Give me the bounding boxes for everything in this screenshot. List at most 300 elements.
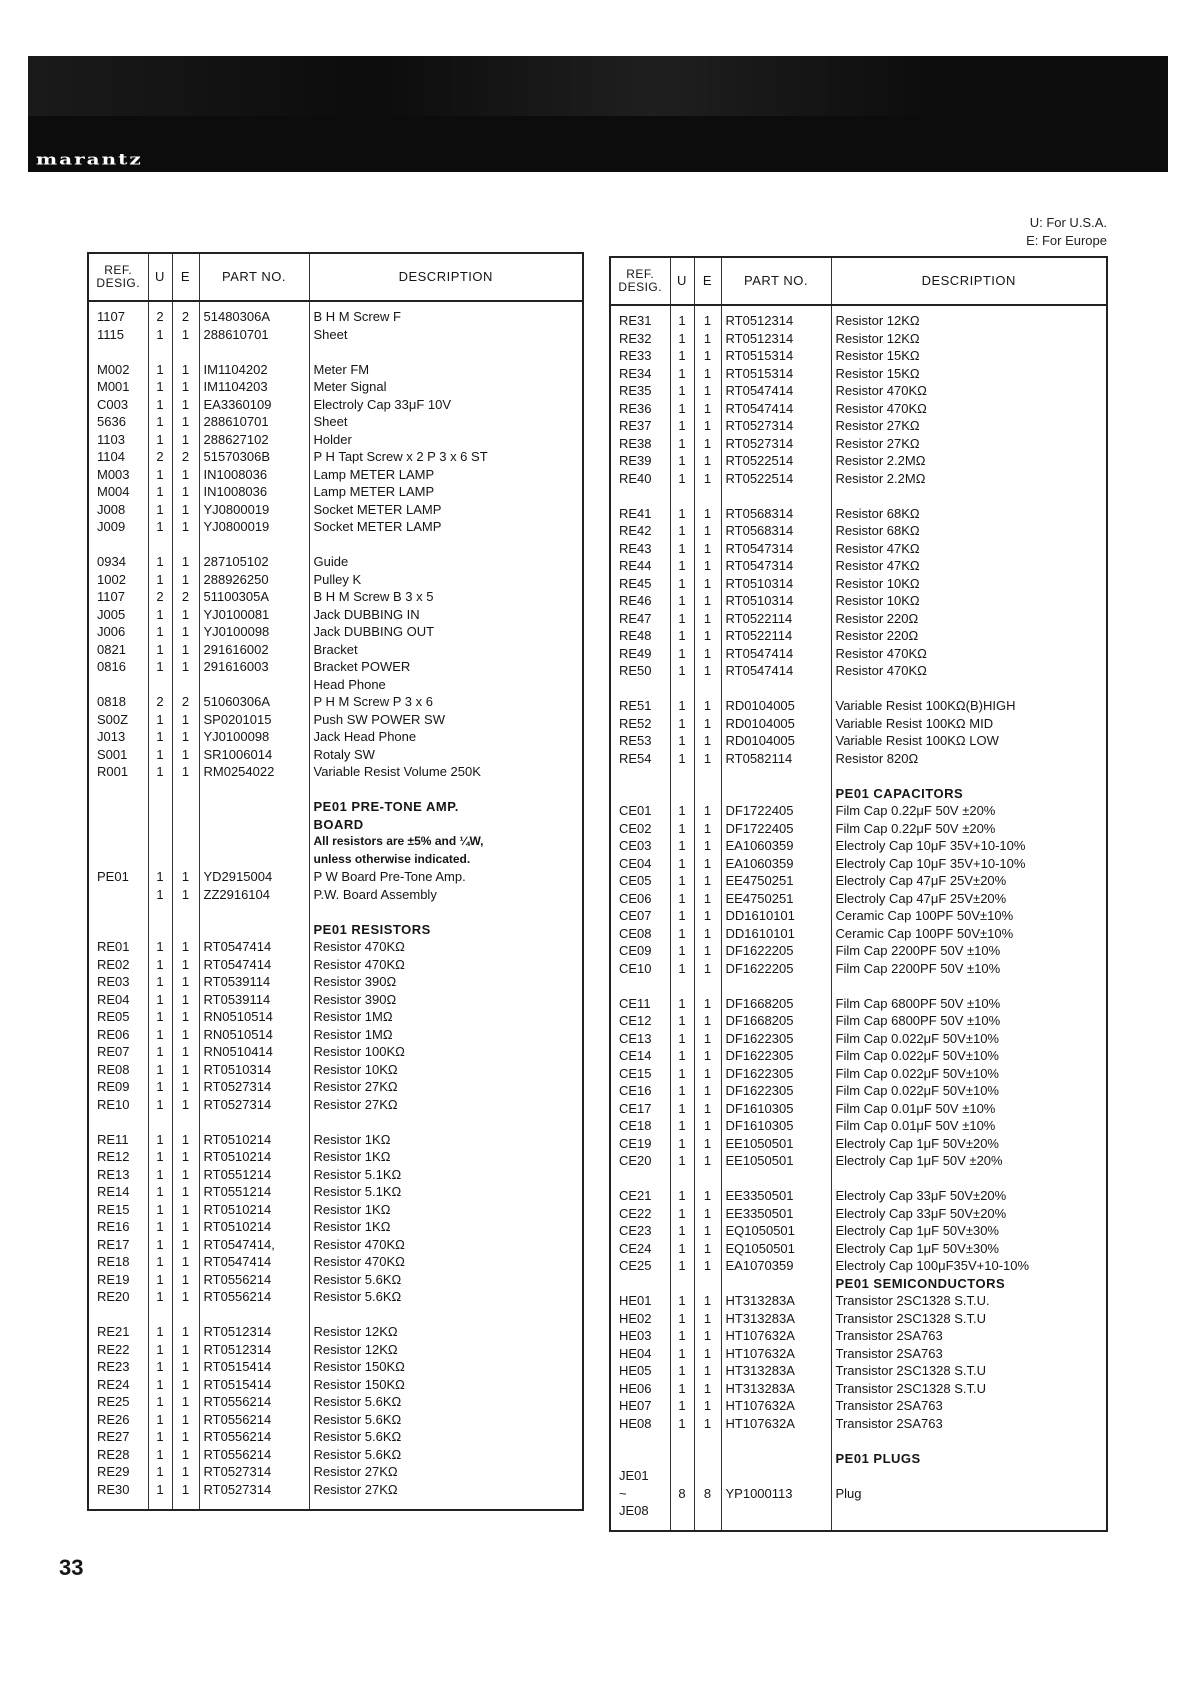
e-qty-cell: 1 <box>694 942 721 960</box>
u-qty-cell: 1 <box>148 1323 172 1341</box>
part-no-cell <box>721 680 831 698</box>
e-qty-cell: 1 <box>172 571 199 589</box>
u-qty-cell: 1 <box>670 1012 694 1030</box>
description-cell: Resistor 1MΩ <box>309 1008 583 1026</box>
part-no-cell: 288610701 <box>199 413 309 431</box>
table-row <box>88 1463 583 1481</box>
e-qty-cell: 1 <box>694 347 721 365</box>
ref-desig-cell: RE34 <box>619 365 652 381</box>
ref-desig-cell: J009 <box>97 519 126 534</box>
ref-desig-cell: CE02 <box>619 820 652 836</box>
ref-desig-cell <box>610 680 670 698</box>
e-qty-cell: 1 <box>172 1271 199 1289</box>
part-no-cell: EQ1050501 <box>721 1240 831 1258</box>
ref-desig-cell: RE20 <box>97 1289 130 1304</box>
part-no-cell: RT0582114 <box>721 750 831 768</box>
part-no-cell: 288627102 <box>199 431 309 449</box>
description-cell: Film Cap 0.22μF 50V ±20% <box>831 820 1107 838</box>
ref-desig-cell: 5636 <box>97 414 126 429</box>
col-part-no: PART NO. <box>199 253 309 301</box>
u-qty-cell: 1 <box>148 868 172 886</box>
u-qty-cell: 1 <box>670 522 694 540</box>
description-cell: Film Cap 2200PF 50V ±10% <box>831 942 1107 960</box>
u-qty-cell: 1 <box>148 483 172 501</box>
part-no-cell: HT107632A <box>721 1397 831 1415</box>
table-row <box>610 960 1107 978</box>
e-qty-cell <box>694 1275 721 1293</box>
table-row <box>610 907 1107 925</box>
e-qty-cell: 1 <box>172 956 199 974</box>
description-cell: Resistor 10KΩ <box>309 1061 583 1079</box>
ref-desig-cell: CE10 <box>619 960 652 976</box>
ref-desig-cell: RE26 <box>97 1411 130 1427</box>
part-no-cell: HT313283A <box>721 1292 831 1310</box>
table-row <box>88 973 583 991</box>
part-no-cell <box>721 1170 831 1188</box>
u-qty-cell: 1 <box>148 1271 172 1289</box>
e-qty-cell: 1 <box>694 400 721 418</box>
u-qty-cell <box>670 1450 694 1468</box>
part-no-cell: RT0556214 <box>199 1428 309 1446</box>
ref-desig-cell: CE09 <box>619 943 652 958</box>
table-row <box>610 925 1107 943</box>
e-qty-cell: 1 <box>172 1376 199 1394</box>
table-row <box>610 470 1107 488</box>
u-qty-cell: 1 <box>148 658 172 676</box>
e-qty-cell: 1 <box>694 837 721 855</box>
col-description: DESCRIPTION <box>309 253 583 301</box>
u-qty-cell: 1 <box>148 606 172 624</box>
description-cell: B H M Screw F <box>309 301 583 326</box>
e-qty-cell <box>172 781 199 799</box>
description-cell: Resistor 390Ω <box>309 973 583 991</box>
e-qty-cell: 1 <box>172 1341 199 1359</box>
table-row <box>88 361 583 379</box>
part-no-cell: YD2915004 <box>199 868 309 886</box>
ref-desig-cell: RE24 <box>97 1376 130 1392</box>
e-qty-cell: 1 <box>694 435 721 453</box>
part-no-cell <box>199 903 309 921</box>
u-qty-cell <box>670 487 694 505</box>
table-row <box>88 378 583 396</box>
part-no-cell: YJ0800019 <box>199 518 309 536</box>
col-ref-desig: REF. DESIG. <box>610 257 670 305</box>
e-qty-cell: 1 <box>172 868 199 886</box>
e-qty-cell: 2 <box>172 448 199 466</box>
table-row <box>88 1201 583 1219</box>
table-row <box>88 868 583 886</box>
u-qty-cell: 1 <box>670 365 694 383</box>
e-qty-cell: 1 <box>694 1205 721 1223</box>
ref-desig-cell: HE05 <box>619 1363 652 1378</box>
description-cell: Meter Signal <box>309 378 583 396</box>
e-qty-cell: 1 <box>694 627 721 645</box>
ref-desig-cell: JE08 <box>619 1503 649 1518</box>
u-qty-cell <box>148 851 172 869</box>
part-no-cell: RT0556214 <box>199 1393 309 1411</box>
ref-desig-cell: M001 <box>97 379 130 394</box>
part-no-cell <box>721 785 831 803</box>
u-qty-cell: 1 <box>148 1376 172 1394</box>
e-qty-cell: 1 <box>694 662 721 680</box>
u-qty-cell: 1 <box>670 960 694 978</box>
ref-desig-cell: RE39 <box>619 453 652 468</box>
e-qty-cell: 1 <box>694 925 721 943</box>
e-qty-cell <box>172 816 199 834</box>
e-qty-cell <box>172 343 199 361</box>
e-qty-cell: 1 <box>694 417 721 435</box>
description-cell: P H Tapt Screw x 2 P 3 x 6 ST <box>309 448 583 466</box>
u-qty-cell: 1 <box>670 1257 694 1275</box>
u-qty-cell: 1 <box>148 1288 172 1306</box>
description-cell: Film Cap 0.22μF 50V ±20% <box>831 802 1107 820</box>
u-qty-cell: 1 <box>670 995 694 1013</box>
description-cell: Film Cap 0.022μF 50V±10% <box>831 1030 1107 1048</box>
part-no-cell: RN0510414 <box>199 1043 309 1061</box>
u-qty-cell: 1 <box>670 802 694 820</box>
u-qty-cell: 1 <box>148 1358 172 1376</box>
part-no-cell <box>721 767 831 785</box>
table-row <box>610 627 1107 645</box>
table-row <box>610 417 1107 435</box>
part-no-cell: RT0551214 <box>199 1183 309 1201</box>
u-qty-cell: 1 <box>670 1082 694 1100</box>
description-cell: Jack Head Phone <box>309 728 583 746</box>
part-no-cell: EQ1050501 <box>721 1222 831 1240</box>
u-qty-cell <box>148 903 172 921</box>
ref-desig-cell: RE31 <box>619 313 652 328</box>
u-qty-cell: 1 <box>148 361 172 379</box>
table-row <box>610 1415 1107 1433</box>
ref-desig-cell: 1104 <box>97 449 125 464</box>
ref-desig-cell <box>88 343 148 361</box>
table-row <box>88 396 583 414</box>
part-no-cell: RT0547414, <box>199 1236 309 1254</box>
e-qty-cell: 1 <box>172 1166 199 1184</box>
u-qty-cell: 1 <box>148 1131 172 1149</box>
description-cell: Resistor 820Ω <box>831 750 1107 768</box>
u-qty-cell: 1 <box>148 711 172 729</box>
description-cell <box>831 1170 1107 1188</box>
e-qty-cell: 1 <box>172 1411 199 1429</box>
table-row <box>88 1446 583 1464</box>
description-cell: Film Cap 0.01μF 50V ±10% <box>831 1100 1107 1118</box>
u-qty-cell: 1 <box>670 1047 694 1065</box>
u-qty-cell: 2 <box>148 448 172 466</box>
table-row <box>610 802 1107 820</box>
part-no-cell: RT0522114 <box>721 610 831 628</box>
u-qty-cell: 1 <box>670 1362 694 1380</box>
description-cell: Electroly Cap 33μF 50V±20% <box>831 1205 1107 1223</box>
description-cell <box>831 487 1107 505</box>
page-number: 33 <box>59 1555 84 1580</box>
table-row <box>610 522 1107 540</box>
description-cell: All resistors are ±5% and ¼W, <box>309 833 583 851</box>
ref-desig-cell: C003 <box>97 396 129 412</box>
description-cell: Rotaly SW <box>309 746 583 764</box>
part-no-cell: RT0547414 <box>199 1253 309 1271</box>
description-cell: Resistor 1MΩ <box>309 1026 583 1044</box>
ref-desig-cell: JE01 <box>619 1468 649 1483</box>
blank-row <box>610 680 1107 698</box>
table-row <box>88 641 583 659</box>
u-qty-cell: 1 <box>670 715 694 733</box>
ref-desig-cell: CE06 <box>619 890 652 906</box>
u-qty-cell <box>148 676 172 694</box>
section-heading-row <box>88 816 583 834</box>
part-no-cell: EE1050501 <box>721 1135 831 1153</box>
part-no-cell: DF1668205 <box>721 995 831 1013</box>
table-row <box>88 1393 583 1411</box>
u-qty-cell: 1 <box>670 1222 694 1240</box>
part-no-cell: RT0512314 <box>721 305 831 330</box>
table-row <box>88 693 583 711</box>
e-qty-cell: 1 <box>694 802 721 820</box>
description-cell: BOARD <box>309 816 583 834</box>
e-qty-cell: 1 <box>172 606 199 624</box>
part-no-cell: RT0547314 <box>721 540 831 558</box>
ref-desig-cell: RE48 <box>619 628 652 643</box>
u-qty-cell: 1 <box>670 907 694 925</box>
col-ref-desig: REF. DESIG. <box>88 253 148 301</box>
part-no-cell: RT0527314 <box>721 417 831 435</box>
u-qty-cell: 1 <box>148 1393 172 1411</box>
e-qty-cell <box>694 1502 721 1531</box>
ref-desig-cell: RE08 <box>97 1061 130 1077</box>
u-qty-cell <box>670 1502 694 1531</box>
e-qty-cell <box>694 1450 721 1468</box>
description-cell: Resistor 68KΩ <box>831 522 1107 540</box>
ref-desig-cell: RE09 <box>97 1079 130 1094</box>
ref-desig-cell <box>610 785 670 803</box>
e-qty-cell: 1 <box>172 1288 199 1306</box>
ref-desig-cell <box>88 851 148 869</box>
description-cell <box>831 1502 1107 1531</box>
ref-desig-cell: RE18 <box>97 1254 130 1269</box>
description-cell: Lamp METER LAMP <box>309 483 583 501</box>
ref-desig-cell: CE19 <box>619 1135 652 1151</box>
e-qty-cell: 1 <box>172 361 199 379</box>
header-texture <box>28 56 1168 116</box>
e-qty-cell: 1 <box>694 872 721 890</box>
u-qty-cell: 2 <box>148 301 172 326</box>
table-row <box>610 1205 1107 1223</box>
description-cell: PE01 PLUGS <box>831 1450 1107 1468</box>
table-row <box>88 301 583 326</box>
ref-desig-cell: M004 <box>97 484 130 499</box>
description-cell: Bracket POWER <box>309 658 583 676</box>
ref-desig-cell: 1115 <box>97 326 124 342</box>
description-cell: unless otherwise indicated. <box>309 851 583 869</box>
description-cell: Resistor 1KΩ <box>309 1201 583 1219</box>
u-qty-cell: 1 <box>670 1152 694 1170</box>
part-no-cell: RT0515314 <box>721 365 831 383</box>
ref-desig-cell: 1103 <box>97 431 125 447</box>
table-row <box>610 1240 1107 1258</box>
ref-desig-cell: RE37 <box>619 418 652 433</box>
parts-table-left <box>87 252 584 1511</box>
col-part-no: PART NO. <box>721 257 831 305</box>
part-no-cell: RT0510314 <box>721 592 831 610</box>
u-qty-cell: 1 <box>670 610 694 628</box>
section-heading-row <box>88 798 583 816</box>
ref-desig-cell: J006 <box>97 624 126 639</box>
e-qty-cell: 1 <box>172 1253 199 1271</box>
table-row <box>88 1323 583 1341</box>
part-no-cell: 288926250 <box>199 571 309 589</box>
u-qty-cell: 1 <box>670 1397 694 1415</box>
description-cell: Resistor 5.6KΩ <box>309 1428 583 1446</box>
u-qty-cell: 1 <box>148 763 172 781</box>
table-row <box>88 1271 583 1289</box>
u-qty-cell: 1 <box>148 956 172 974</box>
table-row <box>610 1047 1107 1065</box>
description-cell: Resistor 470KΩ <box>831 662 1107 680</box>
part-no-cell: RT0510214 <box>199 1218 309 1236</box>
u-qty-cell: 1 <box>670 1345 694 1363</box>
description-cell: Resistor 5.6KΩ <box>309 1446 583 1464</box>
description-cell: Sheet <box>309 413 583 431</box>
e-qty-cell: 2 <box>172 301 199 326</box>
blank-row <box>88 343 583 361</box>
part-no-cell: EA1060359 <box>721 855 831 873</box>
u-qty-cell: 1 <box>670 820 694 838</box>
description-cell <box>831 680 1107 698</box>
ref-desig-cell <box>88 921 148 939</box>
part-no-cell: RT0547414 <box>199 938 309 956</box>
u-qty-cell: 1 <box>148 1481 172 1510</box>
ref-desig-cell <box>610 1275 670 1293</box>
u-qty-cell: 1 <box>670 505 694 523</box>
parts-table-right-body <box>610 305 1107 1531</box>
e-qty-cell: 1 <box>172 553 199 571</box>
e-qty-cell: 1 <box>694 1117 721 1135</box>
table-row <box>610 452 1107 470</box>
part-no-cell <box>199 816 309 834</box>
description-cell: Resistor 470KΩ <box>309 1253 583 1271</box>
u-qty-cell: 1 <box>670 330 694 348</box>
e-qty-cell: 1 <box>694 715 721 733</box>
ref-desig-cell: CE03 <box>619 838 652 853</box>
ref-desig-cell: CE04 <box>619 855 652 871</box>
table-row <box>610 645 1107 663</box>
e-qty-cell <box>694 977 721 995</box>
description-cell: Resistor 12KΩ <box>309 1323 583 1341</box>
table-row <box>88 553 583 571</box>
part-no-cell <box>199 343 309 361</box>
u-qty-cell: 1 <box>670 890 694 908</box>
part-no-cell: RT0556214 <box>199 1411 309 1429</box>
u-qty-cell: 1 <box>148 1428 172 1446</box>
ref-desig-cell: RE51 <box>619 698 652 713</box>
e-qty-cell: 1 <box>694 470 721 488</box>
e-qty-cell: 1 <box>172 746 199 764</box>
ref-desig-cell: RE35 <box>619 383 652 398</box>
description-cell: PE01 CAPACITORS <box>831 785 1107 803</box>
description-cell: Plug <box>831 1485 1107 1503</box>
e-qty-cell: 1 <box>172 991 199 1009</box>
table-row <box>88 956 583 974</box>
table-row <box>610 855 1107 873</box>
u-qty-cell <box>670 1432 694 1450</box>
e-qty-cell: 1 <box>172 1201 199 1219</box>
ref-desig-cell: RE30 <box>97 1481 130 1497</box>
table-row <box>610 592 1107 610</box>
e-qty-cell: 1 <box>172 378 199 396</box>
u-qty-cell: 1 <box>148 1166 172 1184</box>
ref-desig-cell: RE13 <box>97 1166 130 1182</box>
e-qty-cell: 1 <box>694 697 721 715</box>
table-row <box>610 1135 1107 1153</box>
ref-desig-cell: RE38 <box>619 435 652 451</box>
u-qty-cell: 1 <box>670 1310 694 1328</box>
part-no-cell: 51480306A <box>199 301 309 326</box>
part-no-cell <box>199 851 309 869</box>
u-qty-cell <box>670 1170 694 1188</box>
u-qty-cell: 1 <box>148 623 172 641</box>
brand-logo: marantz <box>36 150 143 168</box>
description-cell: Resistor 12KΩ <box>309 1341 583 1359</box>
description-cell: Electroly Cap 1μF 50V±30% <box>831 1240 1107 1258</box>
table-row <box>610 1222 1107 1240</box>
part-no-cell: YP1000113 <box>721 1485 831 1503</box>
u-qty-cell: 2 <box>148 693 172 711</box>
col-e: E <box>694 257 721 305</box>
table-row <box>88 1043 583 1061</box>
description-cell: Push SW POWER SW <box>309 711 583 729</box>
description-cell: Variable Resist Volume 250K <box>309 763 583 781</box>
description-cell: Resistor 27KΩ <box>309 1078 583 1096</box>
part-no-cell: DF1722405 <box>721 820 831 838</box>
ref-desig-cell: CE14 <box>619 1048 652 1063</box>
table-row <box>610 662 1107 680</box>
description-cell: Resistor 5.1KΩ <box>309 1166 583 1184</box>
description-cell: Resistor 27KΩ <box>309 1463 583 1481</box>
part-no-cell <box>721 1450 831 1468</box>
ref-desig-cell <box>88 816 148 834</box>
table-row <box>88 466 583 484</box>
e-qty-cell: 1 <box>172 483 199 501</box>
e-qty-cell: 1 <box>694 305 721 330</box>
description-cell: Sheet <box>309 326 583 344</box>
table-row <box>610 1345 1107 1363</box>
e-qty-cell: 1 <box>694 890 721 908</box>
e-qty-cell: 1 <box>172 1358 199 1376</box>
table-row <box>88 1358 583 1376</box>
description-cell: Electroly Cap 47μF 25V±20% <box>831 890 1107 908</box>
description-cell <box>309 781 583 799</box>
table-row <box>610 1397 1107 1415</box>
part-no-cell: EA1060359 <box>721 837 831 855</box>
table-row <box>610 872 1107 890</box>
e-qty-cell: 1 <box>172 1026 199 1044</box>
e-qty-cell <box>172 921 199 939</box>
table-row <box>610 1030 1107 1048</box>
part-no-cell: RT0539114 <box>199 973 309 991</box>
part-no-cell: RD0104005 <box>721 697 831 715</box>
part-no-cell: DF1668205 <box>721 1012 831 1030</box>
header-band <box>28 56 1168 172</box>
part-no-cell: RT0510214 <box>199 1131 309 1149</box>
col-u: U <box>670 257 694 305</box>
description-cell: Film Cap 0.022μF 50V±10% <box>831 1082 1107 1100</box>
part-no-cell: DF1622305 <box>721 1082 831 1100</box>
description-cell: Ceramic Cap 100PF 50V±10% <box>831 925 1107 943</box>
description-cell: PE01 SEMICONDUCTORS <box>831 1275 1107 1293</box>
table-row <box>610 505 1107 523</box>
part-no-cell: RN0510514 <box>199 1026 309 1044</box>
e-qty-cell: 1 <box>694 505 721 523</box>
